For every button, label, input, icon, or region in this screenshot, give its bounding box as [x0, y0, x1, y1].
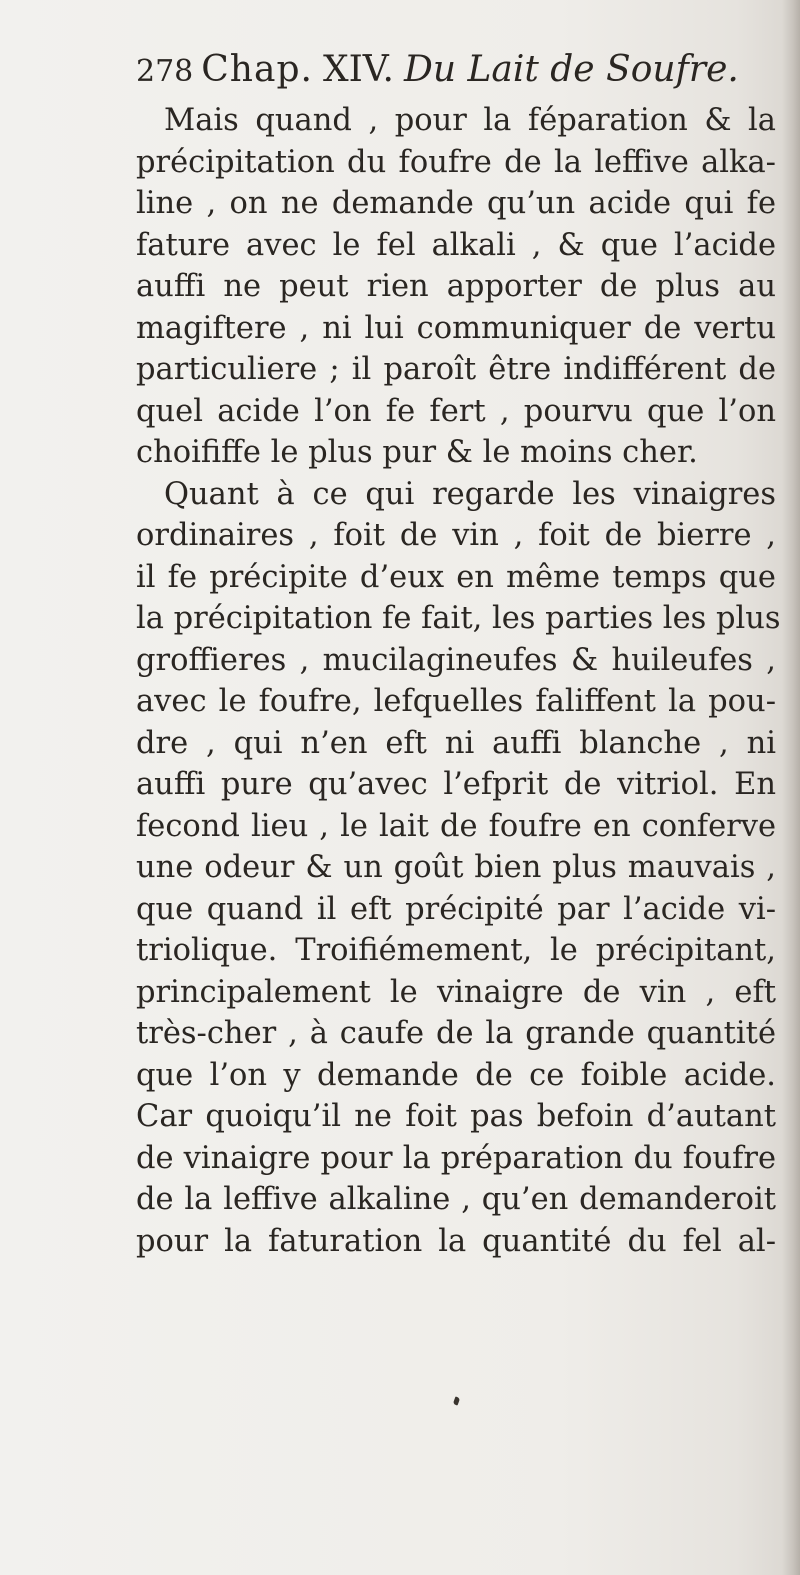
text-line: très-cher , à caufe de la grande quantité [136, 1016, 776, 1051]
ink-speck [453, 1396, 460, 1405]
text-line: de vinaigre pour la préparation du foufre [136, 1140, 776, 1176]
text-line: auffi ne peut rien apporter de plus au [136, 269, 776, 304]
text-line: principalement le vinaigre de vin , eft [136, 974, 776, 1010]
text-line: triolique. Troifiémement, le précipitant, [136, 933, 776, 968]
text-line: line , on ne demande qu’un acide qui fe [136, 186, 776, 221]
text-line: fature avec le fel alkali , & que l’acide [136, 227, 776, 263]
text-line: il fe précipite d’eux en même temps que [136, 559, 776, 595]
chapter-label: Chap. [201, 49, 313, 90]
text-line: que l’on y demande de ce foible acide. [136, 1057, 776, 1093]
body-text [136, 100, 781, 1262]
text-line: choififfe le plus pur & le moins cher. [136, 435, 698, 470]
text-line: une odeur & un goût bien plus mauvais , [136, 850, 776, 885]
text-line: auffi pure qu’avec l’efprit de vitriol. En [136, 767, 776, 802]
page-number: 278 [136, 54, 194, 89]
text-line: particuliere ; il paroît être indifférent de [136, 352, 776, 387]
running-title: Du Lait de Soufre. [403, 49, 739, 90]
page-edge-shadow [782, 0, 800, 1575]
text-line: la précipitation fe fait, les parties les plus [136, 601, 781, 636]
text-line: avec le foufre, lefquelles faliffent la pou- [136, 684, 776, 719]
text-line: Quant à ce qui regarde les vinaigres [164, 476, 776, 512]
text-line: Car quoiqu’il ne foit pas befoin d’autant [136, 1099, 776, 1134]
text-line: pour la faturation la quantité du fel al- [136, 1223, 776, 1259]
chapter-number: XIV. [322, 49, 394, 90]
text-line: fecond lieu , le lait de foufre en conferve [136, 808, 776, 844]
text-line: dre , qui n’en eft ni auffi blanche , ni [136, 725, 776, 761]
running-header [136, 48, 739, 94]
text-line: quel acide l’on fe fert , pourvu que l’on [136, 393, 776, 429]
text-line: précipitation du foufre de la leffive alka- [136, 144, 776, 180]
text-line: que quand il eft précipité par l’acide vi- [136, 891, 776, 927]
text-line: de la leffive alkaline , qu’en demanderoit [136, 1182, 776, 1217]
text-line: Mais quand , pour la féparation & la [164, 103, 776, 138]
text-line: ordinaires , foit de vin , foit de bierre , [136, 518, 776, 553]
text-line: groffieres , mucilagineufes & huileufes , [136, 642, 776, 678]
text-line: magiftere , ni lui communiquer de vertu [136, 310, 776, 346]
